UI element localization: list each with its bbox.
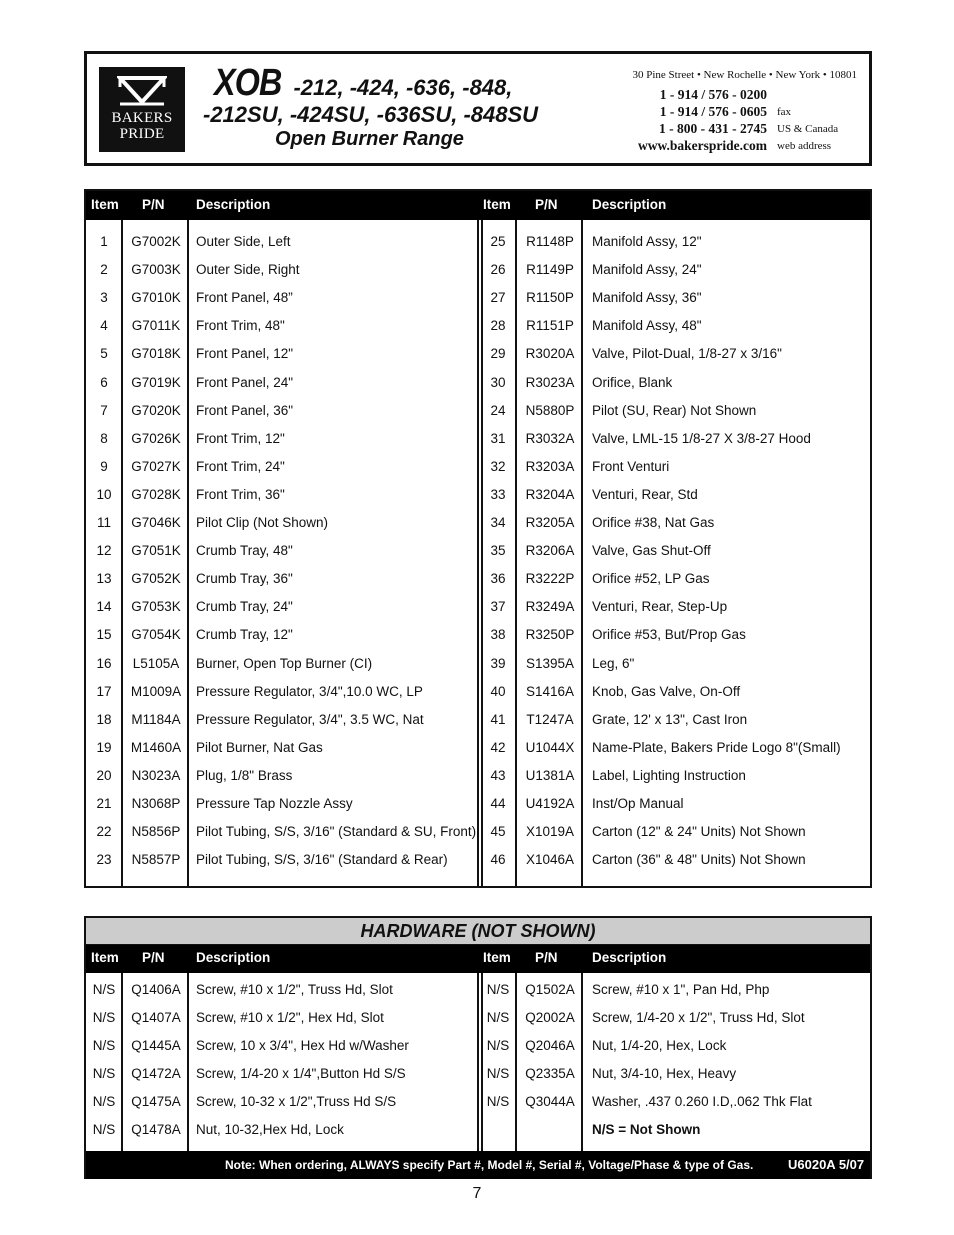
table-cell-description: Pilot Tubing, S/S, 3/16" (Standard & SU, Front)	[196, 824, 477, 840]
table-cell-item: N/S	[486, 1066, 510, 1081]
table-cell-description: Crumb Tray, 24"	[196, 599, 293, 615]
col-header-item-right: Item	[483, 197, 511, 212]
table-cell-item: 46	[490, 852, 506, 868]
phone-tollfree: 1 - 800 - 431 - 2745	[659, 121, 767, 136]
col-header-pn: P/N	[142, 950, 165, 965]
table-cell-pn: R3204A	[525, 486, 575, 502]
table-cell-item: 19	[96, 739, 112, 755]
col-header-item: Item	[91, 197, 119, 212]
table-cell-description: Manifold Assy, 12"	[592, 234, 702, 249]
table-cell-pn: R3250P	[525, 627, 575, 643]
table-cell-item: 11	[96, 515, 111, 530]
web-label-wrap	[777, 140, 867, 154]
table-cell-pn: G7027K	[131, 458, 181, 474]
table-cell-item: 1	[100, 234, 108, 249]
table-cell-description: Label, Lighting Instruction	[592, 767, 746, 783]
table-cell-pn: Q1475A	[131, 1094, 181, 1109]
table-cell-item: 6	[100, 374, 108, 390]
col-header-pn: P/N	[142, 197, 165, 212]
website-link[interactable]: www.bakerspride.com	[638, 138, 767, 153]
header-box	[84, 51, 872, 166]
column-divider	[481, 973, 483, 1151]
col-header-description: Description	[196, 197, 271, 212]
table-cell-description: Outer Side, Right	[196, 262, 300, 278]
us-canada-label-wrap	[777, 123, 867, 137]
table-cell-description: Orifice #52, LP Gas	[592, 571, 710, 587]
table-cell-pn: Q2002A	[525, 1010, 575, 1025]
column-divider	[581, 220, 583, 888]
table-cell-pn: N3068P	[131, 796, 181, 811]
phone-tollfree-row	[607, 121, 767, 137]
model-prefix: XOB	[214, 62, 282, 104]
ordering-note-bar	[86, 1151, 870, 1179]
table-cell-pn: R3020A	[525, 346, 575, 362]
web-row	[607, 138, 767, 154]
phone-fax: 1 - 914 / 576 - 0605	[659, 104, 767, 119]
table-cell-description: Manifold Assy, 48"	[592, 318, 702, 334]
table-cell-item: 37	[490, 599, 506, 615]
table-cell-description: Orifice #53, But/Prop Gas	[592, 627, 746, 643]
col-header-description-right: Description	[592, 950, 667, 965]
company-address: 30 Pine Street • New Rochelle • New York • 10801	[632, 69, 857, 81]
table-cell-pn: G7026K	[131, 430, 181, 446]
table-cell-pn: Q2046A	[525, 1038, 575, 1053]
hardware-table-header	[86, 945, 870, 973]
table-cell-item: 8	[100, 430, 108, 446]
col-header-item-right: Item	[483, 950, 511, 965]
table-cell-description: Front Trim, 12"	[196, 430, 285, 446]
table-cell-item: 21	[96, 796, 112, 811]
table-cell-item: 43	[490, 767, 506, 783]
table-cell-pn: G7046K	[131, 515, 181, 530]
table-cell-pn: X1046A	[525, 852, 575, 868]
table-cell-description: Outer Side, Left	[196, 234, 291, 249]
table-cell-pn: T1247A	[526, 711, 574, 727]
table-cell-pn: Q1407A	[131, 1010, 181, 1025]
column-divider	[581, 973, 583, 1151]
table-cell-item: 28	[490, 318, 506, 334]
table-cell-description: Front Trim, 36"	[196, 486, 285, 502]
table-cell-description: Pressure Regulator, 3/4",10.0 WC, LP	[196, 683, 423, 699]
table-cell-item: N/S	[92, 982, 116, 997]
page-number: 7	[472, 1185, 482, 1202]
table-cell-description: Venturi, Rear, Step-Up	[592, 599, 728, 615]
table-cell-description: Pilot Tubing, S/S, 3/16" (Standard & Rear)	[196, 852, 448, 868]
table-cell-item: 24	[490, 402, 506, 418]
table-cell-description: Valve, Pilot-Dual, 1/8-27 x 3/16"	[592, 346, 782, 362]
phone-main-row	[607, 87, 767, 103]
table-cell-pn: G7003K	[131, 262, 181, 278]
bakers-pride-logo	[99, 67, 185, 152]
table-cell-pn: Q1472A	[131, 1066, 181, 1081]
table-cell-pn: M1184A	[131, 711, 181, 727]
table-cell-pn: G7002K	[131, 234, 181, 249]
table-cell-item: 36	[490, 571, 506, 587]
table-cell-description: Nut, 10-32,Hex Hd, Lock	[196, 1122, 344, 1137]
table-cell-pn: R3205A	[525, 515, 575, 530]
table-cell-description: Pilot Clip (Not Shown)	[196, 515, 329, 530]
table-cell-description: Front Panel, 24"	[196, 374, 294, 390]
phone-fax-row	[607, 104, 767, 120]
table-cell-item: 5	[100, 346, 108, 362]
table-cell-item: 30	[490, 374, 506, 390]
table-cell-pn: R1148P	[526, 234, 574, 249]
table-cell-item: 27	[490, 290, 506, 306]
table-cell-item: N/S	[92, 1122, 116, 1137]
hardware-title-bar	[86, 918, 870, 945]
table-cell-item: N/S	[92, 1066, 116, 1081]
table-cell-description: Nut, 1/4-20, Hex, Lock	[592, 1038, 727, 1053]
column-divider	[187, 973, 189, 1151]
table-cell-item: 18	[96, 711, 112, 727]
table-cell-pn: N5880P	[525, 402, 575, 418]
table-cell-description: N/S = Not Shown	[592, 1122, 701, 1137]
column-divider	[187, 220, 189, 888]
table-cell-description: Front Panel, 48”	[196, 290, 293, 306]
table-cell-pn: U1044X	[525, 739, 575, 755]
table-cell-pn: N5856P	[131, 824, 181, 840]
table-cell-description: Burner, Open Top Burner (CI)	[196, 655, 373, 671]
table-cell-pn: U1381A	[525, 767, 575, 783]
table-cell-description: Screw, 1/4-20 x 1/4",Button Hd S/S	[196, 1066, 406, 1081]
table-cell-item: N/S	[486, 982, 510, 997]
table-cell-description: Carton (12" & 24" Units) Not Shown	[592, 824, 806, 840]
table-cell-pn: R3032A	[525, 430, 575, 446]
table-cell-description: Front Trim, 48"	[196, 318, 285, 334]
table-cell-item: 38	[490, 627, 506, 643]
table-cell-item: 42	[490, 739, 506, 755]
table-cell-description: Screw, 1/4-20 x 1/2", Truss Hd, Slot	[592, 1010, 805, 1025]
table-cell-item: 44	[490, 796, 506, 811]
table-cell-item: 14	[96, 599, 112, 615]
table-cell-pn: Q1502A	[525, 982, 575, 997]
table-cell-item: 2	[100, 262, 108, 278]
table-cell-item: 4	[100, 318, 108, 334]
table-cell-pn: L5105A	[132, 655, 180, 671]
table-cell-item: 33	[490, 486, 506, 502]
table-cell-item: 39	[490, 655, 506, 671]
table-cell-pn: R3203A	[525, 458, 575, 474]
table-cell-item: 15	[96, 627, 112, 643]
table-cell-pn: R3249A	[525, 599, 575, 615]
col-header-description: Description	[196, 950, 271, 965]
table-cell-description: Screw, 10 x 3/4", Hex Hd w/Washer	[196, 1038, 409, 1053]
table-cell-description: Crumb Tray, 48"	[196, 543, 293, 559]
table-cell-pn: G7020K	[131, 402, 181, 418]
table-cell-description: Pilot (SU, Rear) Not Shown	[592, 402, 757, 418]
table-cell-item: 23	[96, 852, 112, 868]
ordering-note: Note: When ordering, ALWAYS specify Part #, Model #, Serial #, Voltage/Phase & type of Gas.	[225, 1158, 754, 1172]
table-cell-item: 32	[490, 458, 506, 474]
table-cell-description: Knob, Gas Valve, On-Off	[592, 683, 741, 699]
hardware-title: HARDWARE (NOT SHOWN)	[360, 921, 596, 941]
table-cell-pn: G7052K	[131, 571, 181, 587]
col-header-pn-right: P/N	[535, 197, 558, 212]
table-cell-item: 35	[490, 543, 506, 559]
col-header-item: Item	[91, 950, 119, 965]
table-cell-pn: R1150P	[526, 290, 574, 306]
models-line2: -212SU, -424SU, -636SU, -848SU	[203, 102, 539, 127]
web-address-label: web address	[777, 140, 832, 152]
table-cell-item: N/S	[92, 1010, 116, 1025]
table-cell-description: Venturi, Rear, Std	[592, 486, 698, 502]
table-cell-pn: G7054K	[131, 627, 181, 643]
table-cell-description: Pressure Tap Nozzle Assy	[196, 796, 353, 811]
table-cell-pn: S1395A	[525, 655, 575, 671]
table-cell-item: 31	[490, 430, 506, 446]
table-cell-pn: S1416A	[525, 683, 575, 699]
col-header-description-right: Description	[592, 197, 667, 212]
table-cell-pn: Q1478A	[131, 1122, 181, 1137]
column-divider	[121, 973, 123, 1151]
table-cell-pn: G7010K	[131, 290, 181, 306]
table-cell-pn: M1460A	[130, 739, 182, 755]
table-cell-description: Plug, 1/8" Brass	[196, 767, 293, 783]
table-cell-item: 29	[490, 346, 506, 362]
table-cell-pn: G7051K	[131, 543, 181, 559]
column-divider	[515, 220, 517, 888]
table-cell-description: Leg, 6"	[592, 655, 635, 671]
table-cell-pn: X1019A	[525, 824, 575, 840]
table-cell-description: Screw, #10 x 1/2", Hex Hd, Slot	[196, 1010, 384, 1025]
table-cell-description: Front Panel, 36"	[196, 402, 294, 418]
table-cell-item: 41	[490, 711, 506, 727]
parts-table	[84, 189, 872, 888]
table-cell-item: 3	[100, 290, 108, 306]
table-cell-description: Grate, 12' x 13", Cast Iron	[592, 711, 748, 727]
table-cell-pn: Q2335A	[525, 1066, 575, 1081]
table-cell-item: 25	[490, 234, 506, 249]
table-cell-pn: G7053K	[131, 599, 181, 615]
fax-label-wrap	[777, 106, 867, 120]
table-cell-pn: Q1445A	[131, 1038, 181, 1053]
table-cell-pn: R1149P	[526, 262, 574, 278]
table-cell-pn: Q3044A	[525, 1094, 575, 1109]
table-cell-description: Name-Plate, Bakers Pride Logo 8"(Small)	[592, 739, 841, 755]
table-cell-pn: G7028K	[131, 486, 181, 502]
fax-label: fax	[777, 106, 792, 118]
table-cell-pn: G7019K	[131, 374, 181, 390]
table-cell-item: 45	[490, 824, 506, 840]
table-cell-description: Washer, .437 0.260 I.D,.062 Thk Flat	[592, 1094, 812, 1109]
table-cell-pn: N3023A	[131, 767, 181, 783]
table-cell-item: 34	[490, 515, 506, 530]
table-cell-pn: G7018K	[131, 346, 181, 362]
column-divider	[121, 220, 123, 888]
table-cell-description: Front Trim, 24"	[196, 458, 285, 474]
table-cell-description: Front Venturi	[592, 458, 670, 474]
table-cell-description: Nut, 3/4-10, Hex, Heavy	[592, 1066, 737, 1081]
table-cell-item: N/S	[486, 1094, 510, 1109]
phone-main: 1 - 914 / 576 - 0200	[659, 87, 767, 102]
table-cell-description: Crumb Tray, 12"	[196, 627, 293, 643]
table-cell-description: Pilot Burner, Nat Gas	[196, 739, 323, 755]
table-cell-item: 16	[96, 655, 112, 671]
table-cell-item: N/S	[486, 1038, 510, 1053]
column-divider	[515, 973, 517, 1151]
table-cell-description: Screw, #10 x 1", Pan Hd, Php	[592, 982, 770, 997]
table-cell-pn: U4192A	[525, 796, 575, 811]
document-title	[214, 62, 512, 105]
table-cell-pn: R1151P	[526, 318, 574, 334]
table-cell-item: 10	[96, 486, 112, 502]
table-cell-description: Orifice, Blank	[592, 374, 673, 390]
table-cell-pn: N5857P	[131, 852, 181, 868]
table-cell-item: N/S	[92, 1038, 116, 1053]
table-cell-pn: R3206A	[525, 543, 575, 559]
table-cell-description: Carton (36" & 48" Units) Not Shown	[592, 852, 806, 868]
table-cell-description: Screw, 10-32 x 1/2",Truss Hd S/S	[196, 1094, 397, 1109]
table-cell-item: 40	[490, 683, 506, 699]
table-cell-description: Valve, LML-15 1/8-27 X 3/8-27 Hood	[592, 430, 811, 446]
col-header-pn-right: P/N	[535, 950, 558, 965]
table-cell-pn: R3023A	[525, 374, 575, 390]
column-divider	[477, 973, 479, 1151]
table-cell-pn: G7011K	[131, 318, 181, 334]
document-code: U6020A 5/07	[788, 1157, 865, 1172]
table-cell-pn: R3222P	[525, 571, 575, 587]
table-cell-item: 20	[96, 767, 112, 783]
table-cell-description: Valve, Gas Shut-Off	[592, 543, 711, 559]
table-cell-item: 9	[100, 458, 108, 474]
table-cell-item: 22	[96, 824, 112, 840]
table-cell-description: Screw, #10 x 1/2", Truss Hd, Slot	[196, 982, 393, 997]
table-cell-pn: Q1406A	[131, 982, 181, 997]
table-cell-item: N/S	[486, 1010, 510, 1025]
logo-text-line1: BAKERS	[111, 110, 173, 126]
table-cell-description: Front Panel, 12"	[196, 346, 294, 362]
table-cell-description: Manifold Assy, 24"	[592, 262, 702, 278]
table-cell-item: 26	[490, 262, 506, 278]
table-cell-description: Pressure Regulator, 3/4", 3.5 WC, Nat	[196, 711, 424, 727]
table-cell-description: Crumb Tray, 36"	[196, 571, 293, 587]
table-cell-description: Inst/Op Manual	[592, 796, 684, 811]
table-cell-item: 13	[96, 571, 112, 587]
crown-icon	[117, 75, 167, 107]
parts-table-header	[86, 191, 870, 220]
models-line1: -212, -424, -636, -848,	[287, 75, 513, 100]
table-cell-description: Orifice #38, Nat Gas	[592, 515, 715, 530]
document-subtitle: Open Burner Range	[275, 128, 464, 150]
table-cell-item: 12	[96, 543, 112, 559]
table-cell-item: N/S	[92, 1094, 116, 1109]
table-cell-description: Manifold Assy, 36"	[592, 290, 702, 306]
column-divider	[477, 220, 479, 888]
logo-text-line2: PRIDE	[119, 126, 165, 142]
table-cell-pn: M1009A	[130, 683, 182, 699]
table-cell-item: 17	[96, 683, 112, 699]
us-canada-label: US & Canada	[777, 123, 839, 135]
table-cell-item: 7	[100, 402, 108, 418]
hardware-table	[84, 916, 872, 1179]
